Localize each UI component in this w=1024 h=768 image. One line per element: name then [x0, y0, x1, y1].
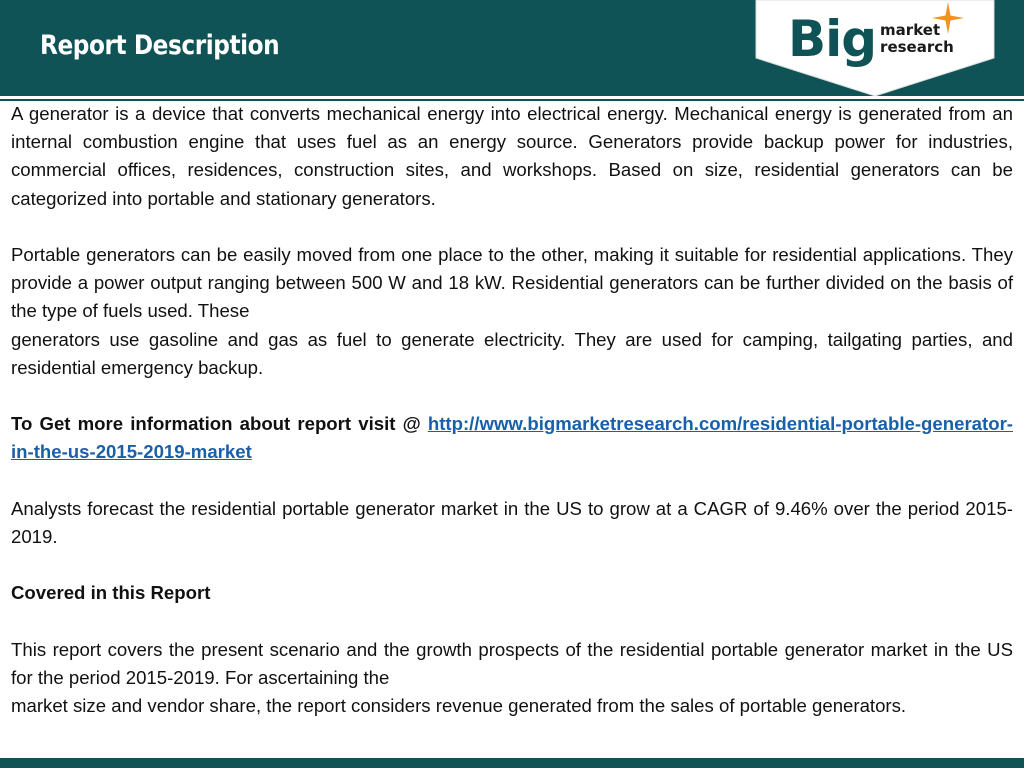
vendor-paragraph: market size and vendor share, the report considers revenue generated from the sales of portable generators. [11, 695, 907, 717]
forecast-paragraph: Analysts forecast the residential portable generator market in the US to grow at a CAGR of 9.46% over the period 2015-2019. [11, 497, 1013, 547]
more-info-paragraph [11, 410, 1013, 466]
coverage-paragraph: This report covers the present scenario and the growth prospects of the residential portable generator market in the US for the period 2015-2019. For ascertaining the [11, 638, 1013, 688]
page-title: Report Description [40, 30, 280, 61]
company-logo [788, 4, 954, 74]
intro-paragraph: A generator is a device that converts mechanical energy into electrical energy. Mechanical energy is generated from an internal combustion engine that uses fuel as an energy source. Generators provide backup power for industries, commercial offices, residences, construction sites, and workshops. Based on size, residential generators can be categorized into portable and stationary generators. [11, 103, 1013, 209]
footer-bar [0, 758, 1024, 768]
sparkle-star-icon [930, 0, 966, 41]
report-body [11, 100, 1013, 749]
header-bar [0, 0, 1024, 96]
report-link[interactable]: http://www.bigmarketresearch.com/residential-portable-generator-in-the-us-2015-2019-market [11, 413, 1013, 463]
fuel-paragraph: generators use gasoline and gas as fuel to generate electricity. They are used for camping, tailgating parties, and residential emergency backup. [11, 328, 1013, 378]
covered-heading: Covered in this Report [11, 582, 211, 604]
portable-paragraph: Portable generators can be easily moved from one place to the other, making it suitable for residential applications. They provide a power output ranging between 500 W and 18 kW. Residential generators can be further divided on the basis of the type of fuels used. These [11, 244, 1013, 322]
more-info-label: To Get more information about report visit @ [11, 413, 428, 435]
logo-market-text: market [880, 21, 941, 39]
logo-research-text: research [880, 38, 954, 56]
logo-big-text: Big [788, 10, 877, 68]
